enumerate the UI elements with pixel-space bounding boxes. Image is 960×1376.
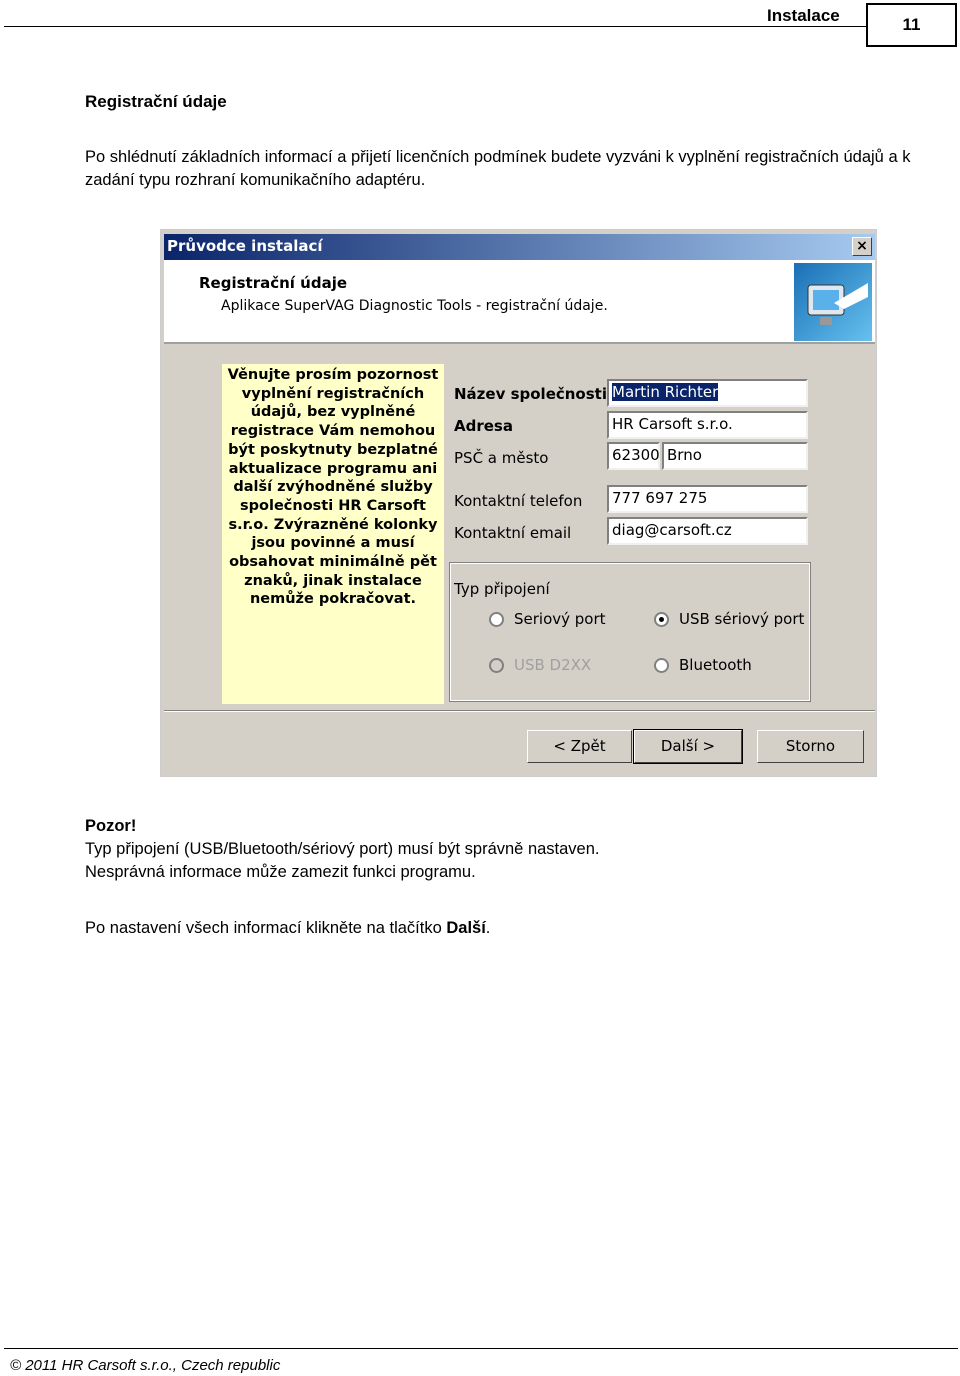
- warning-line-2: Nesprávná informace může zamezit funkci programu.: [85, 863, 476, 881]
- email-input[interactable]: diag@carsoft.cz: [607, 517, 808, 545]
- next-button[interactable]: Další >: [634, 730, 742, 763]
- phone-input[interactable]: 777 697 275: [607, 485, 808, 513]
- title-bar: [164, 234, 875, 260]
- address-label: Adresa: [454, 417, 513, 435]
- warning-title: Pozor!: [85, 817, 137, 835]
- registration-notice: Věnujte prosím pozornost vyplnění registračních údajů, bez vyplněné registrace Vám nemohou být poskytnuty bezplatné aktualizace programu ani další zvýhodněné služby společnosti HR Carsoft s.r.o. Zvýrazněné kolonky jsou povinné a musí obsahovat minimálně pět znaků, jinak instalace nemůže pokračovat.: [222, 364, 444, 704]
- divider: [164, 710, 875, 712]
- dialog-header: [164, 260, 875, 344]
- radio-circle-icon: [489, 612, 504, 627]
- radio-usb-serial-port[interactable]: USB sériový port: [654, 610, 804, 628]
- section-title: Instalace: [767, 6, 840, 25]
- dialog-subheading: Aplikace SuperVAG Diagnostic Tools - registrační údaje.: [221, 298, 608, 314]
- radio-circle-icon: [489, 658, 504, 673]
- dialog-heading: Registrační údaje: [199, 274, 348, 292]
- header-rule: [4, 26, 866, 27]
- city-input[interactable]: Brno: [662, 442, 808, 470]
- monitor-icon: [794, 263, 872, 341]
- zip-input[interactable]: 62300: [607, 442, 660, 470]
- footer-copyright: © 2011 HR Carsoft s.r.o., Czech republic: [10, 1357, 281, 1374]
- window-title: Průvodce instalací: [167, 237, 323, 255]
- radio-bluetooth[interactable]: Bluetooth: [654, 656, 752, 674]
- email-label: Kontaktní email: [454, 524, 572, 542]
- connection-type-label: Typ připojení: [454, 580, 550, 598]
- company-input[interactable]: Martin Richter: [607, 379, 808, 407]
- intro-paragraph: Po shlédnutí základních informací a přijetí licenčních podmínek budete vyzváni k vyplnění registračních údajů a k zadání typu rozhraní komunikačního adaptéru.: [85, 148, 911, 189]
- radio-selected-icon: [654, 612, 669, 627]
- radio-usb-d2xx[interactable]: USB D2XX: [489, 656, 591, 674]
- company-label: Název společnosti: [454, 385, 607, 403]
- address-input[interactable]: HR Carsoft s.r.o.: [607, 411, 808, 439]
- footer-rule: [4, 1348, 958, 1349]
- zip-city-label: PSČ a město: [454, 449, 549, 467]
- setup-dialog-screenshot: [160, 229, 877, 777]
- radio-circle-icon: [654, 658, 669, 673]
- phone-label: Kontaktní telefon: [454, 492, 583, 510]
- cancel-button[interactable]: Storno: [757, 730, 864, 763]
- final-instruction: Po nastavení všech informací klikněte na tlačítko Další.: [85, 919, 491, 937]
- back-button[interactable]: < Zpět: [527, 730, 632, 763]
- connection-type-group: [450, 563, 810, 701]
- radio-serial-port[interactable]: Seriový port: [489, 610, 606, 628]
- close-button[interactable]: ×: [852, 237, 872, 256]
- page-number: 11: [866, 3, 957, 47]
- warning-line-1: Typ připojení (USB/Bluetooth/sériový port) musí být správně nastaven.: [85, 840, 600, 858]
- page-heading: Registrační údaje: [85, 92, 227, 111]
